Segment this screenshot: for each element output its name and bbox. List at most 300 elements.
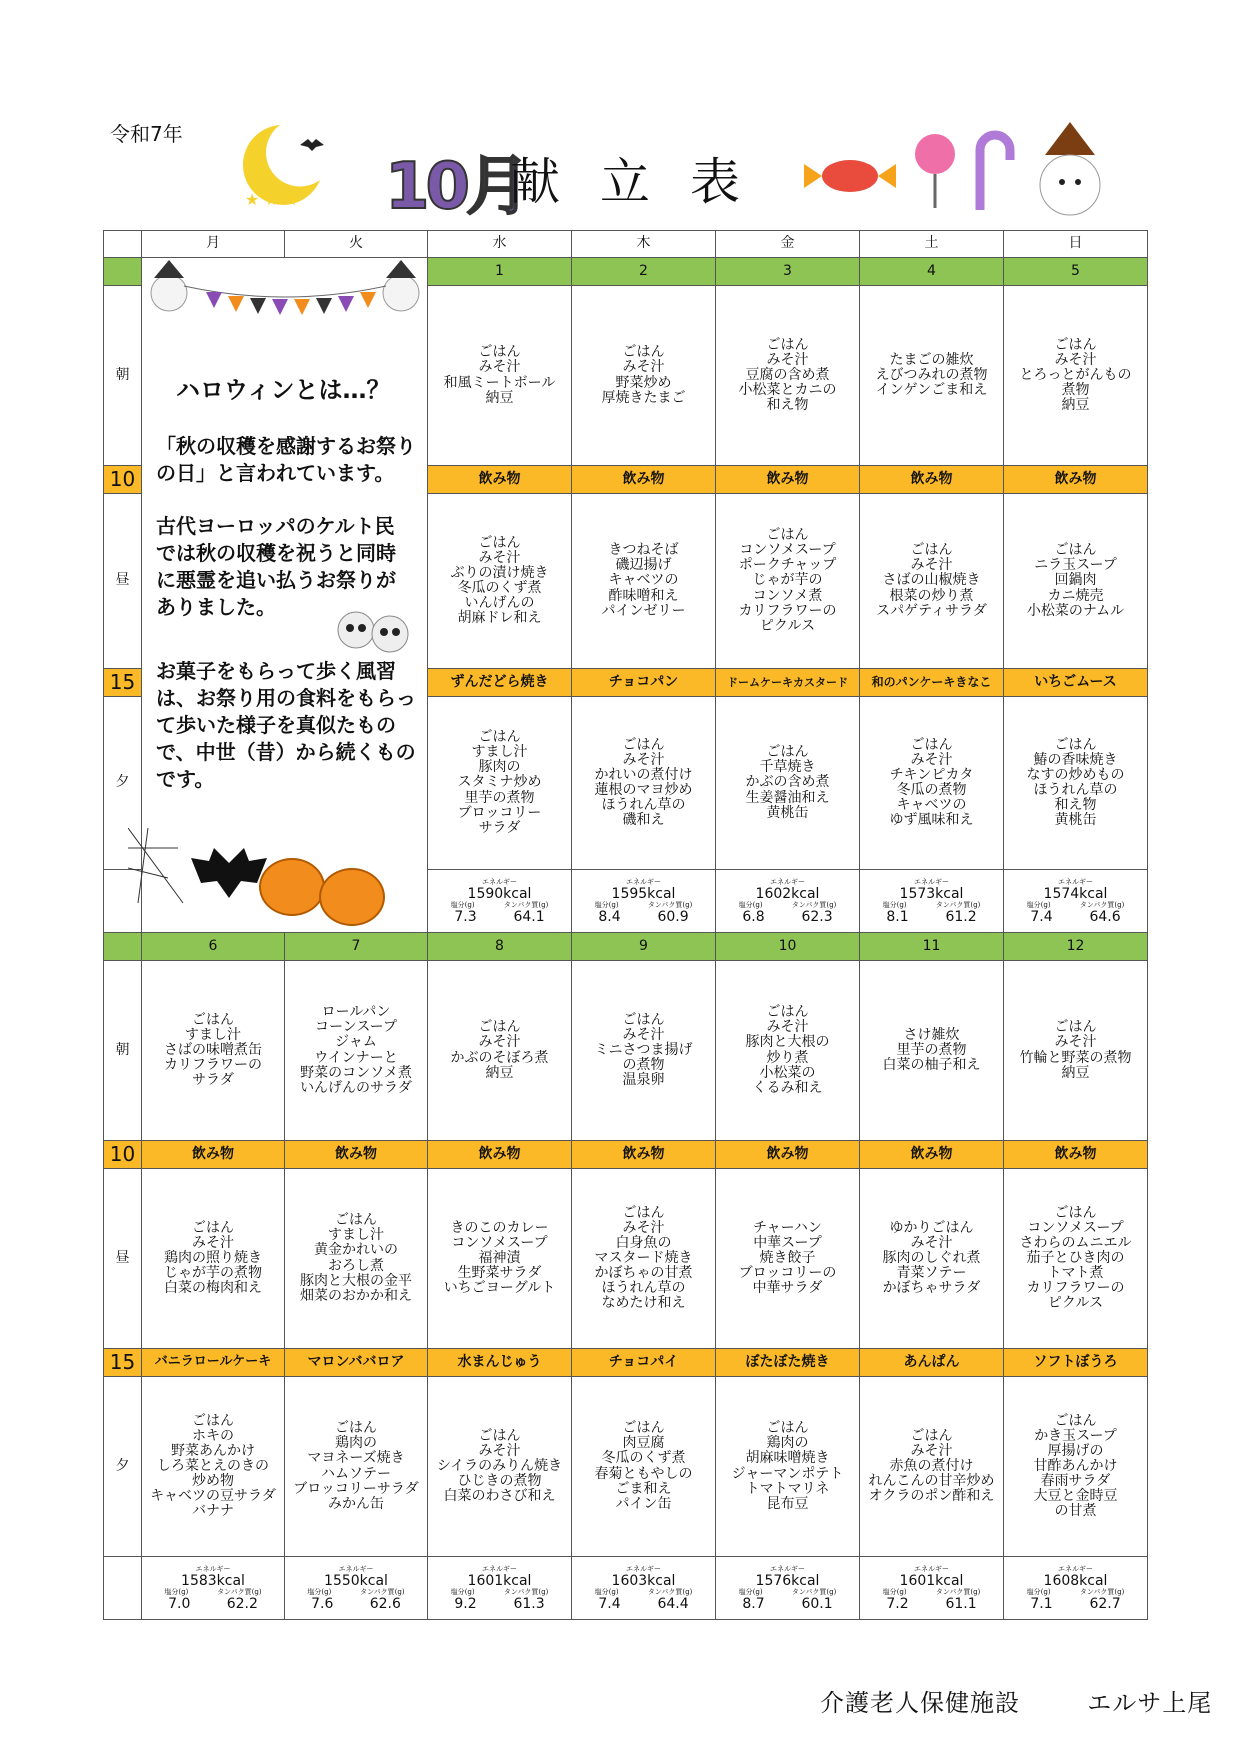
- menu-item: ごはん: [335, 1212, 377, 1229]
- menu-item: 肉豆腐: [622, 1435, 665, 1452]
- nutrition-cell: [285, 1557, 428, 1620]
- menu-item: ごはん: [910, 736, 953, 753]
- menu-item: キャベツの豆サラダ: [150, 1488, 276, 1505]
- meal-cell: [572, 494, 716, 669]
- salt-value: 8.7: [742, 1595, 765, 1612]
- menu-item: ぶりの漬け焼き: [450, 564, 549, 581]
- date-cell: 5: [1004, 258, 1148, 286]
- meal-cell: [142, 1377, 285, 1557]
- meal-cell: [285, 961, 428, 1141]
- menu-item: ウインナーと 野菜のコンソメ煮: [300, 1049, 412, 1081]
- meal-cell: [428, 1169, 572, 1349]
- menu-item: ポークチャップ: [738, 557, 837, 574]
- menu-item: かき玉スープ: [1034, 1427, 1117, 1444]
- lunch-label: 昼: [104, 494, 142, 669]
- menu-item: ごはん: [192, 1011, 234, 1028]
- nutrition-cell: [860, 870, 1004, 933]
- svg-text:★ ★ ★: ★ ★ ★: [245, 190, 299, 209]
- nutrition-cell: [428, 1557, 572, 1620]
- date-cell: 11: [860, 933, 1004, 961]
- title-month: 10月: [385, 150, 527, 224]
- salt-label: 塩分(g): [594, 1588, 619, 1596]
- menu-item: みそ汁: [478, 359, 521, 376]
- title-main: 献立表: [510, 153, 780, 211]
- menu-item: 鰆の香味焼き: [1033, 751, 1118, 768]
- menu-item: カリフラワーの サラダ: [164, 1057, 262, 1089]
- menu-item: いんげんの 胡麻ドレ和え: [457, 595, 542, 627]
- menu-item: 春雨サラダ: [1040, 1473, 1111, 1490]
- meal-cell: [428, 494, 572, 669]
- day-header-sat: 土: [860, 231, 1004, 258]
- menu-item: かぶの含め煮: [745, 774, 830, 791]
- meal-cell: [572, 961, 716, 1141]
- menu-item: れんこんの甘辛炒め: [868, 1473, 995, 1490]
- menu-item: コンソメスープ: [739, 542, 836, 559]
- protein-value: 61.1: [945, 1595, 977, 1612]
- menu-item: ごはん: [622, 1204, 665, 1221]
- menu-item: 小松菜とカニの 和え物: [738, 382, 837, 414]
- menu-item: 厚焼きたまご: [601, 389, 686, 406]
- menu-item: みそ汁: [910, 1234, 953, 1251]
- dinner-label: 夕: [104, 1377, 142, 1557]
- menu-item: ごはん: [910, 1427, 953, 1444]
- menu-item: かぼちゃサラダ: [882, 1280, 981, 1297]
- kcal-value: 1608kcal: [1043, 1572, 1108, 1589]
- protein-label: タンパク質(g): [935, 1588, 981, 1596]
- breakfast-label: 朝: [104, 286, 142, 466]
- date-cell: 2: [572, 258, 716, 286]
- menu-item: ブロッコリー サラダ: [457, 804, 542, 836]
- energy-label: エネルギー: [626, 1565, 661, 1574]
- meal-cell: [716, 1169, 860, 1349]
- date-cell: 3: [716, 258, 860, 286]
- menu-item: きのこのカレー: [450, 1219, 549, 1236]
- salt-value: 7.4: [598, 1595, 621, 1612]
- meal-cell: [716, 961, 860, 1141]
- menu-item: 黄金かれいの おろし煮: [314, 1242, 398, 1274]
- meal-cell: [1004, 286, 1148, 466]
- menu-item: 小松菜のナムル: [1026, 602, 1125, 619]
- nutrition-cell: [572, 870, 716, 933]
- day-header-wed: 水: [428, 231, 572, 258]
- era-label: 令和7年: [110, 122, 183, 146]
- menu-item: トマトマリネ: [745, 1480, 830, 1497]
- menu-item: ごはん: [766, 1420, 809, 1437]
- protein-label: タンパク質(g): [647, 1588, 693, 1596]
- menu-item: かぼちゃの甘煮: [594, 1265, 693, 1282]
- menu-item: すまし汁: [328, 1227, 384, 1244]
- salt-value: 7.0: [168, 1595, 191, 1612]
- menu-item: すまし汁: [185, 1026, 241, 1043]
- ghost-icon: [1025, 120, 1115, 220]
- meal-cell: [572, 1169, 716, 1349]
- menu-item: じゃが芋の煮物: [164, 1265, 262, 1282]
- meal-cell: [572, 1377, 716, 1557]
- meal-cell: [1004, 1377, 1148, 1557]
- snack-cell: ずんだどら焼き: [428, 669, 572, 697]
- menu-item: ごはん: [478, 1019, 521, 1036]
- protein-label: タンパク質(g): [1079, 901, 1125, 909]
- menu-item: チキンピカタ: [889, 766, 974, 783]
- menu-item: ごはん: [478, 344, 521, 361]
- menu-item: さばの山椒焼き: [882, 572, 981, 589]
- date-cell: 4: [860, 258, 1004, 286]
- snack-cell: 和のパンケーキきなこ: [860, 669, 1004, 697]
- menu-item: 生野菜サラダ: [457, 1265, 542, 1282]
- menu-item: 昆布豆: [766, 1495, 809, 1512]
- menu-item: 黄桃缶: [1054, 812, 1097, 829]
- menu-item: ほうれん草の 和え物: [1033, 782, 1118, 814]
- kcal-value: 1603kcal: [611, 1572, 676, 1589]
- halloween-paragraph-3: お菓子をもらって歩く風習は、お祭り用の食料をもらって歩いた様子を真似たもので、中世（昔）から続くものです。: [156, 659, 416, 791]
- menu-item: 赤魚の煮付け: [889, 1457, 974, 1474]
- protein-value: 62.7: [1089, 1595, 1121, 1612]
- nutrition-cell: [572, 1557, 716, 1620]
- salt-label: 塩分(g): [164, 1588, 189, 1596]
- protein-label: タンパク質(g): [791, 901, 837, 909]
- menu-item: さけ雑炊: [903, 1026, 960, 1043]
- menu-item: 白菜の梅肉和え: [164, 1280, 262, 1297]
- meal-cell: [428, 697, 572, 870]
- meal-cell: [860, 1377, 1004, 1557]
- facility-name: エルサ上尾: [1087, 1689, 1213, 1717]
- nutrition-cell: [1004, 870, 1148, 933]
- menu-item: スパゲティサラダ: [876, 602, 987, 619]
- snack-cell: 飲み物: [716, 466, 860, 494]
- menu-item: 中華スープ: [753, 1234, 822, 1251]
- menu-item: 厚揚げの 甘酢あんかけ: [1033, 1442, 1118, 1474]
- meal-cell: [1004, 697, 1148, 870]
- menu-item: みそ汁: [478, 549, 521, 566]
- menu-item: カリフラワーの ピクルス: [738, 602, 837, 634]
- menu-item: ごはん: [192, 1219, 234, 1236]
- moon-icon: [230, 120, 340, 210]
- energy-label: エネルギー: [195, 1565, 231, 1574]
- menu-item: みそ汁: [910, 557, 953, 574]
- menu-item: かれいの煮付け: [594, 766, 693, 783]
- date-cell: 10: [716, 933, 860, 961]
- menu-item: カニ焼売: [1047, 587, 1104, 604]
- candy-icon: [800, 148, 900, 208]
- menu-item: 鶏肉の照り焼き: [164, 1249, 262, 1266]
- lunch-label: 昼: [104, 1169, 142, 1349]
- menu-item: 豆腐の含め煮: [745, 366, 830, 383]
- candy-cane-icon: [965, 125, 1025, 215]
- salt-value: 7.3: [454, 908, 477, 925]
- menu-item: みそ汁: [192, 1234, 234, 1251]
- menu-item: 鶏肉の マヨネーズ焼き: [307, 1435, 405, 1467]
- menu-item: 納豆: [1061, 1064, 1090, 1081]
- snack-cell: ソフトぼうろ: [1004, 1349, 1148, 1377]
- salt-value: 7.6: [311, 1595, 334, 1612]
- meal-cell: [428, 961, 572, 1141]
- snack-cell: 飲み物: [1004, 466, 1148, 494]
- menu-item: じゃが芋の コンソメ煮: [752, 572, 823, 604]
- menu-item: ミニさつま揚げ の煮物: [594, 1041, 693, 1074]
- meal-cell: [285, 1169, 428, 1349]
- menu-item: ごはん: [478, 534, 521, 551]
- menu-item: ごはん: [622, 736, 665, 753]
- bunting-icon: [144, 258, 426, 328]
- protein-label: タンパク質(g): [791, 1588, 837, 1596]
- energy-label: エネルギー: [914, 878, 949, 887]
- menu-item: ごはん: [1054, 1019, 1097, 1036]
- salt-label: 塩分(g): [307, 1588, 332, 1596]
- menu-item: ごはん: [1054, 736, 1097, 753]
- menu-item: インゲンごま和え: [875, 382, 988, 399]
- protein-label: タンパク質(g): [647, 901, 693, 909]
- menu-item: なすの炒めもの: [1026, 766, 1125, 783]
- protein-label: タンパク質(g): [1079, 1588, 1125, 1596]
- menu-item: コンソメスープ: [1027, 1219, 1124, 1236]
- skull-icon: [334, 608, 414, 658]
- menu-item: コンソメスープ: [451, 1234, 548, 1251]
- menu-item: ブロッコリーサラダ: [293, 1480, 419, 1497]
- menu-item: 千草焼き: [759, 759, 816, 776]
- date-cell: 6: [142, 933, 285, 961]
- meal-cell: [716, 494, 860, 669]
- menu-item: みそ汁: [1054, 1034, 1097, 1051]
- salt-value: 7.1: [1030, 1595, 1053, 1612]
- meal-cell: [572, 697, 716, 870]
- snack-cell: 飲み物: [572, 1141, 716, 1169]
- snack-cell: マロンババロア: [285, 1349, 428, 1377]
- day-header-sun: 日: [1004, 231, 1148, 258]
- kcal-value: 1573kcal: [899, 885, 964, 902]
- menu-item: みそ汁: [1054, 351, 1097, 368]
- nutrition-cell: [142, 1557, 285, 1620]
- snack-cell: 飲み物: [572, 466, 716, 494]
- meal-cell: [1004, 961, 1148, 1141]
- meal-cell: [285, 1377, 428, 1557]
- protein-value: 62.3: [801, 908, 833, 925]
- meal-cell: [860, 286, 1004, 466]
- energy-label: エネルギー: [338, 1565, 374, 1574]
- week2-nutrition-row: [104, 1557, 1148, 1620]
- bat-icon: [189, 843, 269, 903]
- menu-item: 白菜の柚子和え: [882, 1057, 981, 1074]
- snack-cell: 飲み物: [716, 1141, 860, 1169]
- snack-cell: バニラロールケーキ: [142, 1349, 285, 1377]
- snack-cell: あんぱん: [860, 1349, 1004, 1377]
- snack-cell: ドームケーキカスタード: [716, 669, 860, 697]
- meal-cell: [142, 1169, 285, 1349]
- meal-cell: [716, 286, 860, 466]
- day-header-fri: 金: [716, 231, 860, 258]
- meal-cell: [1004, 494, 1148, 669]
- pumpkin-icon: [259, 858, 325, 916]
- menu-item: みそ汁: [478, 1034, 521, 1051]
- menu-item: 畑菜のおかか和え: [300, 1287, 412, 1304]
- menu-item: ごはん: [1054, 336, 1097, 353]
- footer: [820, 1683, 1212, 1718]
- menu-item: いちごヨーグルト: [443, 1280, 556, 1297]
- snack-cell: 飲み物: [285, 1141, 428, 1169]
- date-cell: 7: [285, 933, 428, 961]
- salt-label: 塩分(g): [594, 901, 619, 909]
- energy-label: エネルギー: [1058, 1565, 1093, 1574]
- kcal-value: 1601kcal: [899, 1572, 964, 1589]
- salt-label: 塩分(g): [1026, 1588, 1051, 1596]
- menu-item: ゆかりごはん: [889, 1219, 974, 1236]
- menu-item: ごはん: [766, 336, 809, 353]
- menu-item: ごはん: [766, 1004, 809, 1021]
- menu-item: みそ汁: [622, 1026, 665, 1043]
- menu-item: 白菜のわさび和え: [443, 1488, 556, 1505]
- menu-item: みそ汁: [622, 1219, 665, 1236]
- menu-item: 磯辺揚げ: [615, 557, 672, 574]
- menu-item: ロールパン: [321, 1004, 391, 1021]
- menu-item: かぶのそぼろ煮: [450, 1049, 549, 1066]
- menu-item: ジャム: [335, 1034, 377, 1051]
- menu-item: 豚肉と大根の 炒り煮: [745, 1034, 830, 1066]
- menu-item: 納豆: [485, 1064, 514, 1081]
- menu-item: ごはん: [910, 542, 953, 559]
- date-cell: 12: [1004, 933, 1148, 961]
- menu-item: ごはん: [1054, 1412, 1097, 1429]
- salt-value: 6.8: [742, 908, 765, 925]
- snack-cell: 飲み物: [860, 1141, 1004, 1169]
- energy-label: エネルギー: [770, 878, 805, 887]
- menu-item: キャベツの ゆず風味和え: [889, 797, 974, 829]
- energy-label: エネルギー: [914, 1565, 949, 1574]
- menu-item: みそ汁: [622, 751, 665, 768]
- day-header-mon: 月: [142, 231, 285, 258]
- menu-item: キャベツの 酢味噌和え: [608, 572, 679, 604]
- energy-label: エネルギー: [626, 878, 661, 887]
- week2-breakfast-row: [104, 961, 1148, 1141]
- dinner-label: 夕: [104, 697, 142, 870]
- date-cell: 8: [428, 933, 572, 961]
- menu-item: 納豆: [485, 389, 514, 406]
- menu-item: バナナ: [192, 1503, 234, 1520]
- protein-value: 64.1: [513, 908, 545, 925]
- menu-item: 竹輪と野菜の煮物: [1019, 1049, 1132, 1066]
- header: [240, 120, 1140, 225]
- meal-cell: [716, 1377, 860, 1557]
- halloween-panel: [144, 258, 426, 938]
- menu-item: 大豆と金時豆 の甘煮: [1033, 1488, 1118, 1520]
- protein-label: タンパク質(g): [935, 901, 981, 909]
- menu-item: 冬瓜の煮物: [896, 782, 967, 798]
- day-header-thu: 木: [572, 231, 716, 258]
- menu-item: ごはん: [766, 744, 809, 761]
- protein-value: 61.2: [945, 908, 977, 925]
- menu-item: とろっとがんもの 煮物: [1019, 366, 1132, 399]
- menu-item: コーンスープ: [315, 1019, 397, 1036]
- snack-cell: 飲み物: [428, 466, 572, 494]
- snack-cell: チョコパイ: [572, 1349, 716, 1377]
- protein-label: タンパク質(g): [503, 901, 549, 909]
- meal-cell: [860, 961, 1004, 1141]
- salt-label: 塩分(g): [450, 1588, 475, 1596]
- menu-item: 鶏肉の 胡麻味噌焼き: [745, 1435, 830, 1467]
- energy-label: エネルギー: [482, 1565, 517, 1574]
- menu-item: みそ汁: [910, 1442, 953, 1459]
- energy-label: エネルギー: [770, 1565, 805, 1574]
- protein-label: タンパク質(g): [217, 1588, 262, 1596]
- menu-item: ニラ玉スープ: [1034, 557, 1117, 574]
- salt-value: 7.4: [1030, 908, 1053, 925]
- menu-item: ごはん: [478, 729, 521, 746]
- kcal-value: 1595kcal: [611, 885, 676, 902]
- snack-am-label: 10: [104, 466, 142, 494]
- menu-item: ごはん: [622, 1011, 665, 1028]
- menu-item: 和風ミートボール: [443, 374, 556, 391]
- protein-label: タンパク質(g): [360, 1588, 405, 1596]
- menu-item: たまごの雑炊: [889, 351, 974, 368]
- menu-item: さわらのムニエル: [1019, 1234, 1132, 1251]
- protein-value: 61.3: [513, 1595, 545, 1612]
- menu-item: みそ汁: [478, 1442, 521, 1459]
- menu-item: ホキの 野菜あんかけ: [171, 1427, 255, 1459]
- menu-item: 冬瓜のくず煮: [601, 1450, 686, 1467]
- salt-label: 塩分(g): [882, 901, 907, 909]
- snack-am-label: 10: [104, 1141, 142, 1169]
- spiderweb-icon: [128, 828, 188, 908]
- protein-value: 60.9: [657, 908, 689, 925]
- protein-value: 62.2: [226, 1595, 258, 1612]
- menu-item: 焼き餃子: [759, 1249, 816, 1266]
- snack-cell: 水まんじゅう: [428, 1349, 572, 1377]
- menu-item: ごはん: [1054, 542, 1097, 559]
- menu-item: 春菊ともやしの ごま和え: [594, 1465, 693, 1497]
- day-header-tue: 火: [285, 231, 428, 258]
- menu-item: さばの味噌煮缶: [164, 1041, 262, 1058]
- lollipop-icon: [910, 130, 960, 210]
- meal-cell: [860, 494, 1004, 669]
- protein-label: タンパク質(g): [503, 1588, 549, 1596]
- menu-item: ごはん: [478, 1427, 521, 1444]
- nutrition-cell: [1004, 1557, 1148, 1620]
- menu-item: 豚肉のしぐれ煮: [882, 1249, 981, 1266]
- menu-item: きつねそば: [608, 542, 679, 559]
- kcal-value: 1601kcal: [467, 1572, 532, 1589]
- kcal-value: 1550kcal: [324, 1572, 388, 1589]
- menu-item: ブロッコリーの 中華サラダ: [738, 1265, 837, 1297]
- menu-item: 温泉卵: [622, 1072, 665, 1089]
- menu-item: 冬瓜のくず煮: [457, 580, 542, 596]
- week2-lunch-row: [104, 1169, 1148, 1349]
- halloween-title: ハロウィンとは…？: [176, 376, 391, 404]
- menu-item: 里芋の煮物: [896, 1041, 967, 1058]
- snack-cell: 飲み物: [1004, 1141, 1148, 1169]
- menu-item: 納豆: [1061, 397, 1090, 414]
- menu-item: みそ汁: [622, 359, 665, 376]
- nutrition-cell: [860, 1557, 1004, 1620]
- menu-item: 蓮根のマヨ炒め: [594, 782, 693, 798]
- menu-item: オクラのポン酢和え: [868, 1488, 995, 1505]
- salt-label: 塩分(g): [882, 1588, 907, 1596]
- week2-dinner-row: [104, 1377, 1148, 1557]
- salt-label: 塩分(g): [738, 1588, 763, 1596]
- salt-label: 塩分(g): [1026, 901, 1051, 909]
- menu-item: ジャーマンポテト: [731, 1465, 844, 1482]
- menu-item: 茄子とひき肉の トマト煮: [1026, 1249, 1125, 1282]
- salt-value: 8.1: [886, 908, 909, 925]
- salt-value: 9.2: [454, 1595, 477, 1612]
- snack-pm-label: 15: [104, 669, 142, 697]
- menu-item: ほうれん草の なめたけ和え: [601, 1280, 686, 1312]
- nutrition-cell: [716, 1557, 860, 1620]
- meal-cell: [572, 286, 716, 466]
- snack-cell: ぼたぼた焼き: [716, 1349, 860, 1377]
- meal-cell: [428, 286, 572, 466]
- meal-cell: [1004, 1169, 1148, 1349]
- menu-item: みそ汁: [766, 1019, 809, 1036]
- meal-cell: [716, 697, 860, 870]
- menu-item: 青菜ソテー: [896, 1265, 967, 1282]
